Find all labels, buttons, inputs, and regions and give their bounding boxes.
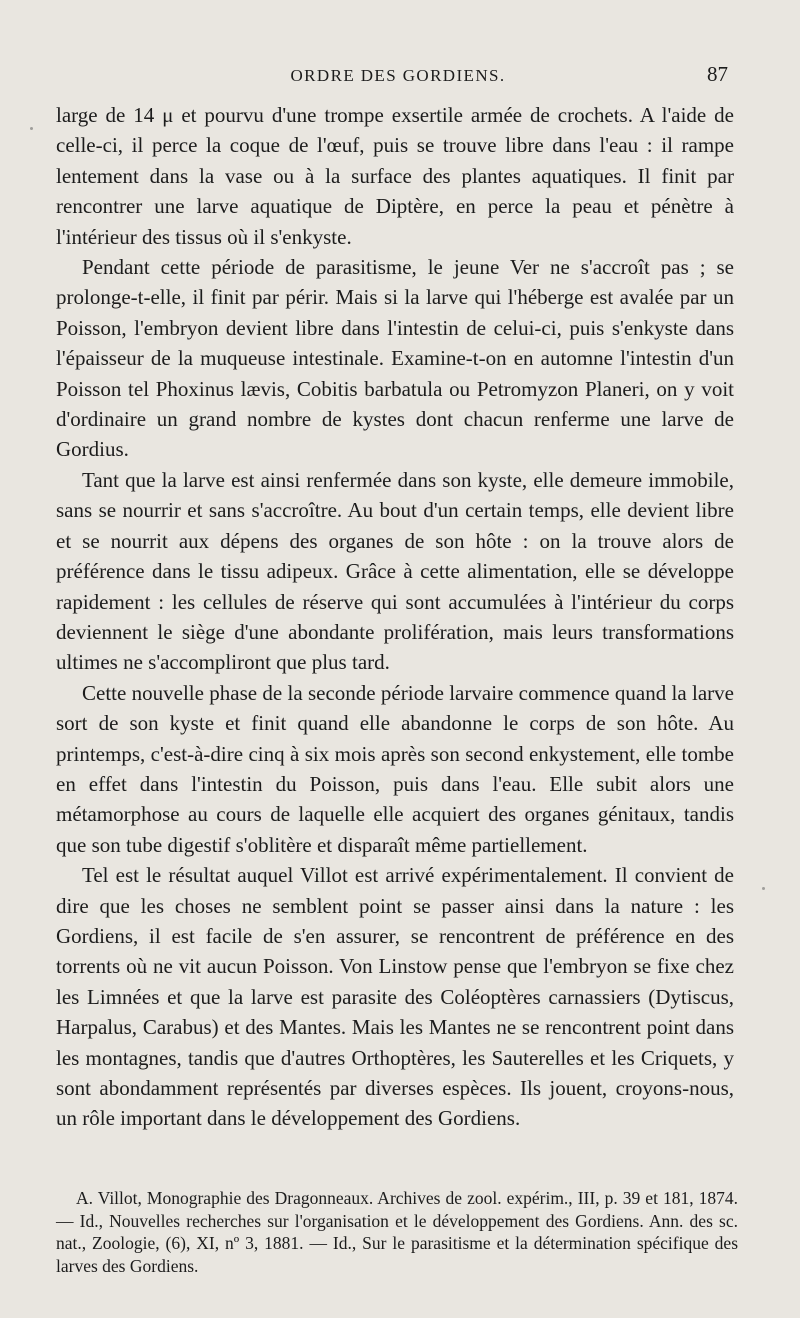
paragraph: Tant que la larve est ainsi renfermée dans son kyste, elle demeure immobile, sans se nourrir et sans s'accroître. Au bout d'un certain temps, elle devient libre et se nourrit aux dépens des organes de son hôte : on la trouve alors de préférence dans le tissu adipeux. Grâce à cette alimentation, elle se développe rapidement : les cellules de réserve qui sont accumulées à l'intérieur du corps deviennent le siège d'une abondante prolifération, mais leurs transformations ultimes ne s'accompliront que plus tard.: [56, 467, 734, 675]
footnote: A. Villot, Monographie des Dragonneaux. Archives de zool. expérim., III, p. 39 et 181, 1874. — Id., Nouvelles recherches sur l'organisation et le développement des Gordiens. Ann. des sc. nat., Zoologie, (6), XI, nº 3, 1881. — Id., Sur le parasitisme et la détermination spécifique des larves des Gordiens.: [56, 1188, 738, 1276]
print-speck: [30, 127, 33, 130]
page-header: [56, 62, 740, 92]
print-speck: [762, 887, 765, 890]
running-title: ORDRE DES GORDIENS.: [290, 66, 506, 85]
paragraph: Pendant cette période de parasitisme, le jeune Ver ne s'accroît pas ; se prolonge-t-elle, il finit par périr. Mais si la larve qui l'héberge est avalée par un Poisson, l'embryon devient libre dans l'intestin de celui-ci, puis s'enkyste dans l'épaisseur de la muqueuse intestinale. Examine-t-on en automne l'intestin d'un Poisson tel Phoxinus lævis, Cobitis barbatula ou Petromyzon Planeri, on y voit d'ordinaire un grand nombre de kystes dont chacun renferme une larve de Gordius.: [56, 255, 734, 462]
footnotes: [56, 1187, 738, 1277]
page-number: 87: [707, 62, 728, 86]
paragraph: Cette nouvelle phase de la seconde période larvaire commence quand la larve sort de son kyste et finit quand elle abandonne le corps de son hôte. Au printemps, c'est-à-dire cinq à six mois après son second enkystement, elle tombe en effet dans l'intestin du Poisson, puis dans l'eau. Elle subit alors une métamorphose au cours de laquelle elle acquiert des organes génitaux, tandis que son tube digestif s'oblitère et disparaît même partiellement.: [56, 680, 734, 857]
body-text: [56, 100, 734, 1134]
paragraph: Tel est le résultat auquel Villot est arrivé expérimentalement. Il convient de dire que les choses ne semblent point se passer ainsi dans la nature : les Gordiens, il est facile de s'en assurer, se rencontrent de préférence en des torrents où ne vit aucun Poisson. Von Linstow pense que l'embryon se fixe chez les Limnées et que la larve est parasite des Coléoptères carnassiers (Dytiscus, Harpalus, Carabus) et des Mantes. Mais les Mantes ne se rencontrent point dans les montagnes, tandis que d'autres Orthoptères, les Sauterelles et les Criquets, y sont abondamment représentés par diverses espèces. Ils jouent, croyons-nous, un rôle important dans le développement des Gordiens.: [56, 863, 734, 1131]
paragraph: large de 14 μ et pourvu d'une trompe exsertile armée de crochets. A l'aide de celle-ci, il perce la coque de l'œuf, puis se trouve libre dans l'eau : il rampe lentement dans la vase ou à la surface des plantes aquatiques. Il finit par rencontrer une larve aquatique de Diptère, en perce la peau et pénètre à l'intérieur des tissus où il s'enkyste.: [56, 103, 734, 249]
